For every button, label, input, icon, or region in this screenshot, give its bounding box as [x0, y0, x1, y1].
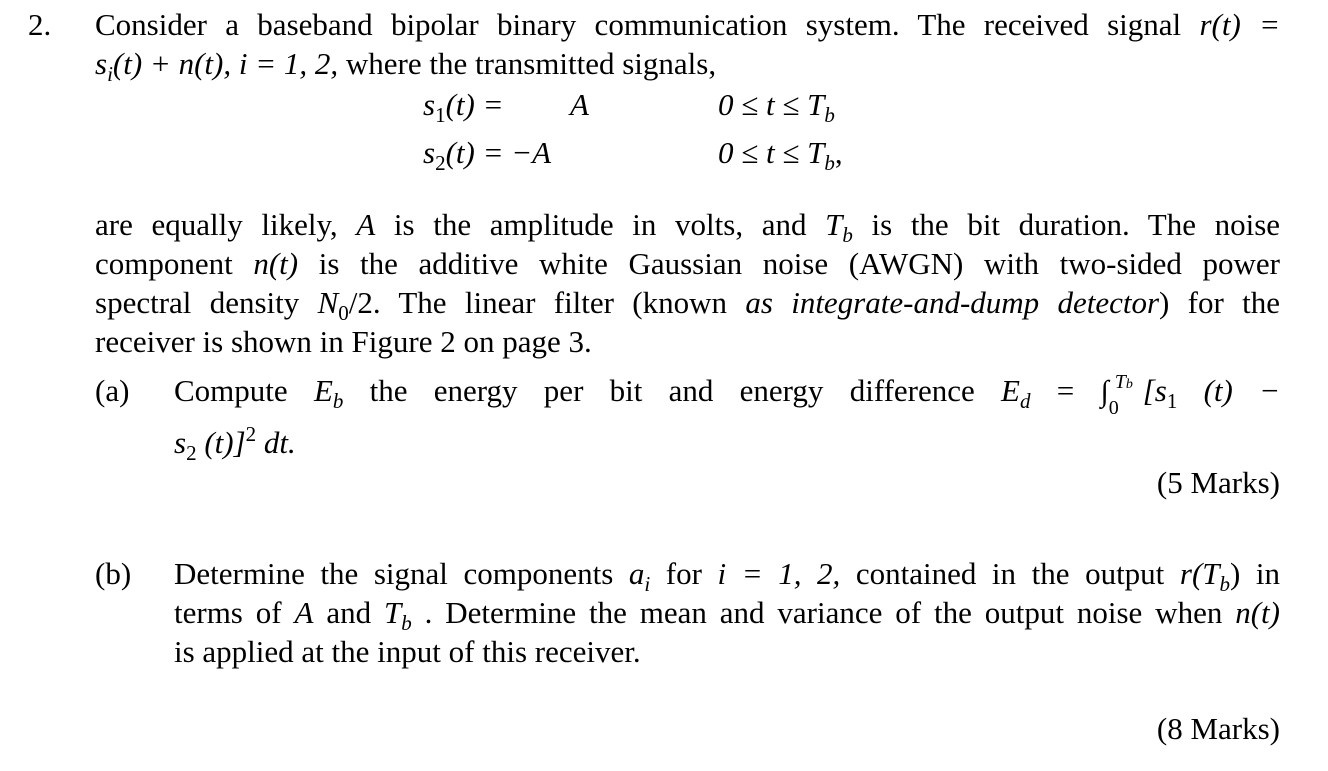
part-b-label: (b): [95, 556, 132, 591]
part-a-line-1: Compute $E_b$ the energy per bit and energy difference $E_d$ = ∫ Tb 0 [$s_1$ (t) −: [174, 370, 1281, 419]
part-b-line-1: Determine the signal components $a_i$ for i = 1, 2, contained in the output $r(T_b)$ in: [174, 556, 1281, 596]
part-a-marks: (5 Marks): [1156, 465, 1280, 500]
signal-sum-expr: (t) + n(t), i = 1, 2,: [112, 46, 339, 81]
part-a-line-2: $s_2$ (t)]$^2$ dt.: [174, 422, 296, 465]
equation-s2-range: $0 \le t \le T_b$,: [718, 135, 843, 175]
equation-s1: $s_1(t)$ =: [423, 87, 504, 127]
body-line-4: receiver is shown in Figure 2 on page 3.: [95, 324, 592, 359]
part-b-line-3: is applied at the input of this receiver.: [174, 634, 641, 669]
question-number: 2.: [28, 7, 52, 42]
equation-s1-range: $0 \le t \le T_b$: [718, 87, 835, 127]
intro-line-2: $s_i(t) + n(t)$, i = 1, 2, where the transmitted signals,: [95, 46, 717, 86]
part-b-marks: (8 Marks): [1156, 711, 1280, 746]
integral-limits: Tb 0: [1108, 370, 1133, 419]
equation-s2: $s_2(t) = -A$: [423, 135, 552, 175]
intro-line-1: [95, 6, 1280, 44]
part-a-label: (a): [95, 373, 130, 408]
part-b-line-2: terms of A and $T_b$ . Determine the mean and variance of the output noise when n(t): [174, 595, 1280, 635]
body-line-1: are equally likely, A is the amplitude in volts, and $T_b$ is the bit duration. The noise: [95, 207, 1281, 247]
body-line-2: component n(t) is the additive white Gaussian noise (AWGN) with two-sided power: [95, 246, 1280, 281]
body-line-3: spectral density $N_0/2$. The linear filter (known as integrate-and-dump detector) for the: [95, 285, 1280, 325]
equation-s1-value: A: [570, 87, 589, 122]
intro-text: Consider a baseband bipolar binary communication system. The received signal: [95, 7, 1182, 42]
received-signal-expr: r(t) =: [1199, 7, 1280, 42]
